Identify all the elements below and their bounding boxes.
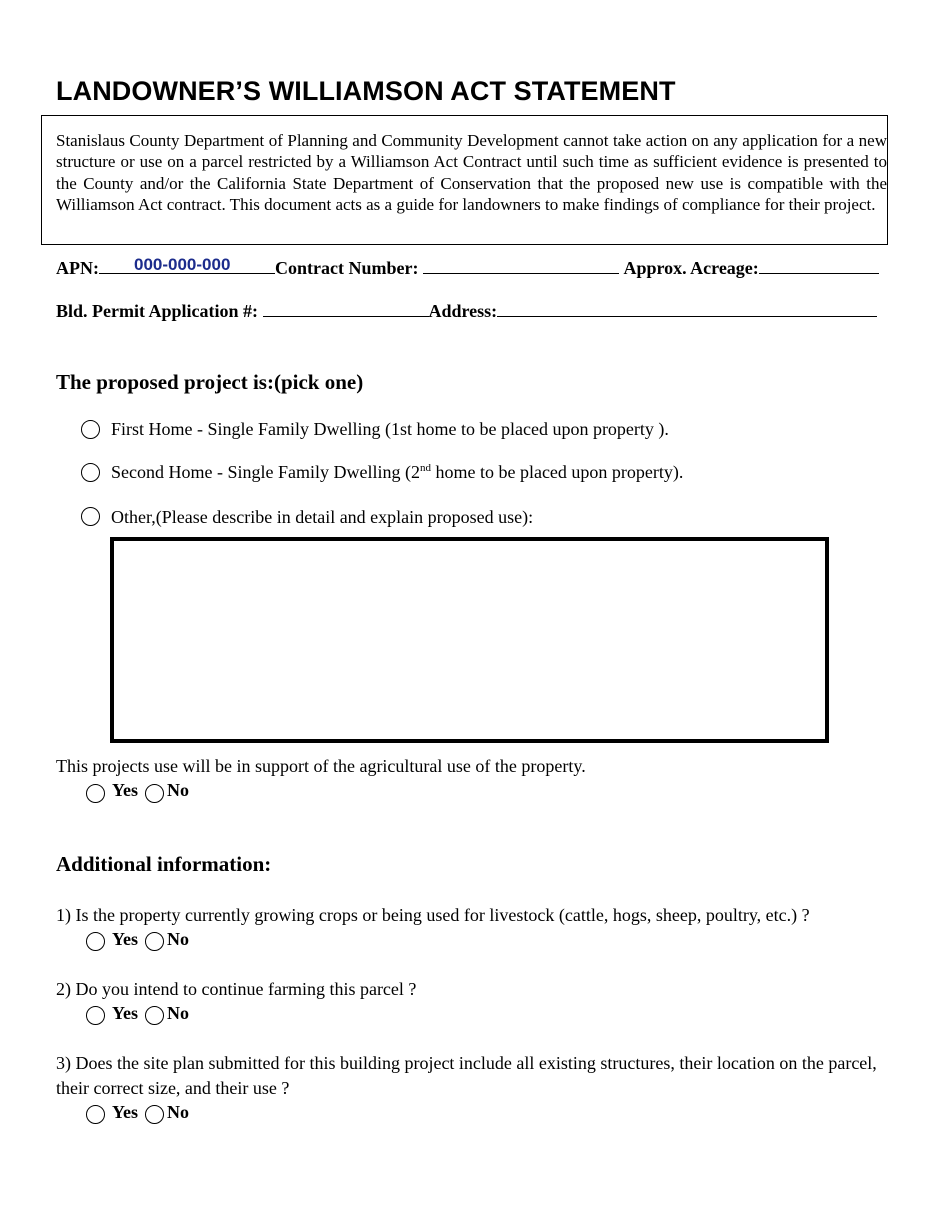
- agri-support-no-label: No: [167, 780, 189, 800]
- question-1-yes-label: Yes: [112, 929, 138, 949]
- permit-row: [56, 301, 877, 322]
- question-3-no-label: No: [167, 1102, 189, 1122]
- question-2-yes-label: Yes: [112, 1003, 138, 1023]
- contract-number-label: Contract Number:: [275, 258, 419, 278]
- agri-support-question: This projects use will be in support of the agricultural use of the property.: [56, 756, 586, 776]
- apn-value: 000-000-000: [134, 255, 231, 274]
- intro-text: Stanislaus County Department of Planning and Community Development cannot take action on any application for a new structure or use on a parcel restricted by a Williamson Act Contract until such time as sufficient evidence is presented to the County and/or the California State Department of Conservation that the proposed new use is compatible with the Williamson Act contract. This document acts as a guide for landowners to make findings of compliance for their project.: [56, 131, 887, 215]
- question-3-yes-label: Yes: [112, 1102, 138, 1122]
- question-3-yes-radio[interactable]: [86, 1105, 105, 1124]
- permit-field[interactable]: [263, 302, 429, 317]
- agri-support-yes-radio[interactable]: [86, 784, 105, 803]
- question-3-line-2: their correct size, and their use ?: [56, 1078, 290, 1098]
- other-label: Other,(Please describe in detail and explain proposed use):: [111, 507, 534, 527]
- apn-row: [56, 255, 879, 279]
- apn-field[interactable]: [99, 255, 275, 274]
- address-field[interactable]: [497, 302, 877, 317]
- second-home-radio[interactable]: [81, 463, 100, 482]
- second-home-label: Second Home - Single Family Dwelling (2nd home to be placed upon property).: [111, 462, 684, 482]
- additional-info-heading: Additional information:: [56, 852, 272, 876]
- apn-label: APN:: [56, 258, 99, 278]
- page-title: LANDOWNER’S WILLIAMSON ACT STATEMENT: [56, 76, 676, 106]
- question-1-no-radio[interactable]: [145, 932, 164, 951]
- question-1-yes-radio[interactable]: [86, 932, 105, 951]
- acreage-label: Approx. Acreage:: [623, 258, 759, 278]
- other-description-textarea[interactable]: [110, 537, 829, 743]
- first-home-radio[interactable]: [81, 420, 100, 439]
- address-label: Address:: [428, 301, 498, 321]
- first-home-label: First Home - Single Family Dwelling (1st home to be placed upon property ).: [111, 419, 669, 439]
- question-1-no-label: No: [167, 929, 189, 949]
- acreage-field[interactable]: [759, 259, 879, 274]
- agri-support-no-radio[interactable]: [145, 784, 164, 803]
- other-radio[interactable]: [81, 507, 100, 526]
- agri-support-yes-label: Yes: [112, 780, 138, 800]
- question-1: 1) Is the property currently growing crops or being used for livestock (cattle, hogs, sheep, poultry, etc.) ?: [56, 905, 810, 925]
- question-3-no-radio[interactable]: [145, 1105, 164, 1124]
- permit-label: Bld. Permit Application #:: [56, 301, 258, 321]
- question-2: 2) Do you intend to continue farming this parcel ?: [56, 979, 417, 999]
- project-heading: The proposed project is:(pick one): [56, 370, 364, 394]
- intro-box: [41, 115, 888, 245]
- question-2-no-label: No: [167, 1003, 189, 1023]
- question-2-no-radio[interactable]: [145, 1006, 164, 1025]
- question-2-yes-radio[interactable]: [86, 1006, 105, 1025]
- question-3-line-1: 3) Does the site plan submitted for this building project include all existing structures, their location on the parcel,: [56, 1053, 877, 1073]
- contract-number-field[interactable]: [423, 259, 619, 274]
